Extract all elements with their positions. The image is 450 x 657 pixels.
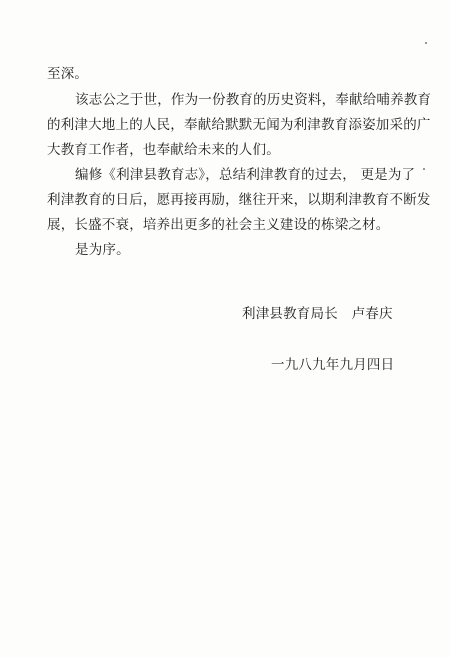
text-line-5: 编修《利津县教育志》，总结利津教育的过去， 更是为了 [75, 167, 416, 183]
date: 一九八九年九月四日 [271, 357, 395, 373]
text-line-3: 的利津大地上的人民，奉献给默默无闻为利津教育添姿加采的广 [47, 117, 431, 133]
signature: 利津县教育局长 卢春庆 [242, 306, 393, 322]
text-line-4: 大教育工作者，也奉献给未来的人们。 [47, 142, 280, 158]
text-line-7: 展，长盛不衰，培养出更多的社会主义建设的栋梁之材。 [47, 217, 390, 233]
text-line-8: 是为序。 [75, 242, 130, 258]
scan-speck [423, 168, 425, 170]
scan-speck [425, 42, 427, 44]
text-line-6: 利津教育的日后，愿再接再励，继往开来，以期利津教育不断发 [47, 192, 431, 208]
text-line-2: 该志公之于世，作为一份教育的历史资料，奉献给哺养教育 [75, 92, 432, 108]
text-line-1: 至深。 [47, 66, 89, 82]
